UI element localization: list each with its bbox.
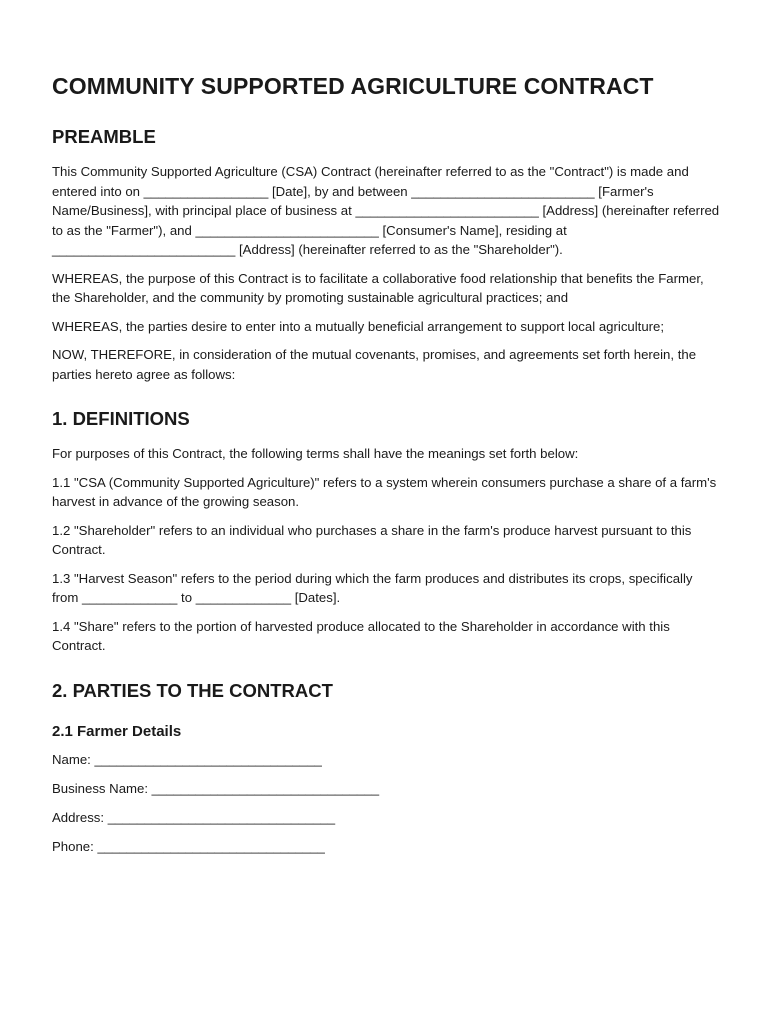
farmer-business-name-field: Business Name: _______________________________ (52, 780, 380, 796)
definition-item-1-2: 1.2 "Shareholder" refers to an individual who purchases a share in the farm's produce harvest pursuant to this Contract. (52, 522, 692, 557)
farmer-phone-field: Phone: _______________________________ (52, 838, 325, 854)
preamble-whereas-1: WHEREAS, the purpose of this Contract is to facilitate a collaborative food relationship that benefits the Farmer, the Shareholder, and the community by promoting sustainable agricultural practices; and (52, 270, 704, 305)
preamble-whereas-2: WHEREAS, the parties desire to enter into a mutually beneficial arrangement to support local agriculture; (52, 318, 665, 334)
preamble-heading: PREAMBLE (52, 126, 156, 147)
definition-item-1-4: 1.4 "Share" refers to the portion of harvested produce allocated to the Shareholder in accordance with this Contract. (52, 618, 670, 653)
definitions-heading: 1. DEFINITIONS (52, 408, 190, 429)
definitions-intro: For purposes of this Contract, the following terms shall have the meanings set forth below: (52, 446, 579, 461)
parties-heading: 2. PARTIES TO THE CONTRACT (52, 679, 333, 701)
farmer-name-field: Name: _______________________________ (52, 751, 322, 767)
definition-item-1-1: 1.1 "CSA (Community Supported Agriculture)" refers to a system wherein consumers purchase a share of a farm's harvest in advance of the growing season. (52, 474, 717, 509)
preamble-now-therefore: NOW, THEREFORE, in consideration of the mutual covenants, promises, and agreements set forth herein, the parties hereto agree as follows: (52, 347, 697, 382)
document-page (52, 70, 722, 866)
farmer-address-field: Address: _______________________________ (52, 809, 336, 825)
document-title: COMMUNITY SUPPORTED AGRICULTURE CONTRACT (52, 73, 654, 99)
definition-item-1-3: 1.3 "Harvest Season" refers to the period during which the farm produces and distributes its crops, specifically from _____________ to _____________ [Dates]. (52, 570, 693, 605)
preamble-intro: This Community Supported Agriculture (CSA) Contract (hereinafter referred to as the "Contract") is made and entered into on _________________ [Date], by and between _________________________ [Farmer's Name/Business], with principal place of business at _________________________ [Address] (hereinafter referred to as the "Farmer"), and _________________________ [Consumer's Name], residing at _________________________ [Address] (hereinafter referred to as the "Shareholder"). (52, 164, 720, 257)
farmer-details-heading: 2.1 Farmer Details (52, 722, 182, 740)
